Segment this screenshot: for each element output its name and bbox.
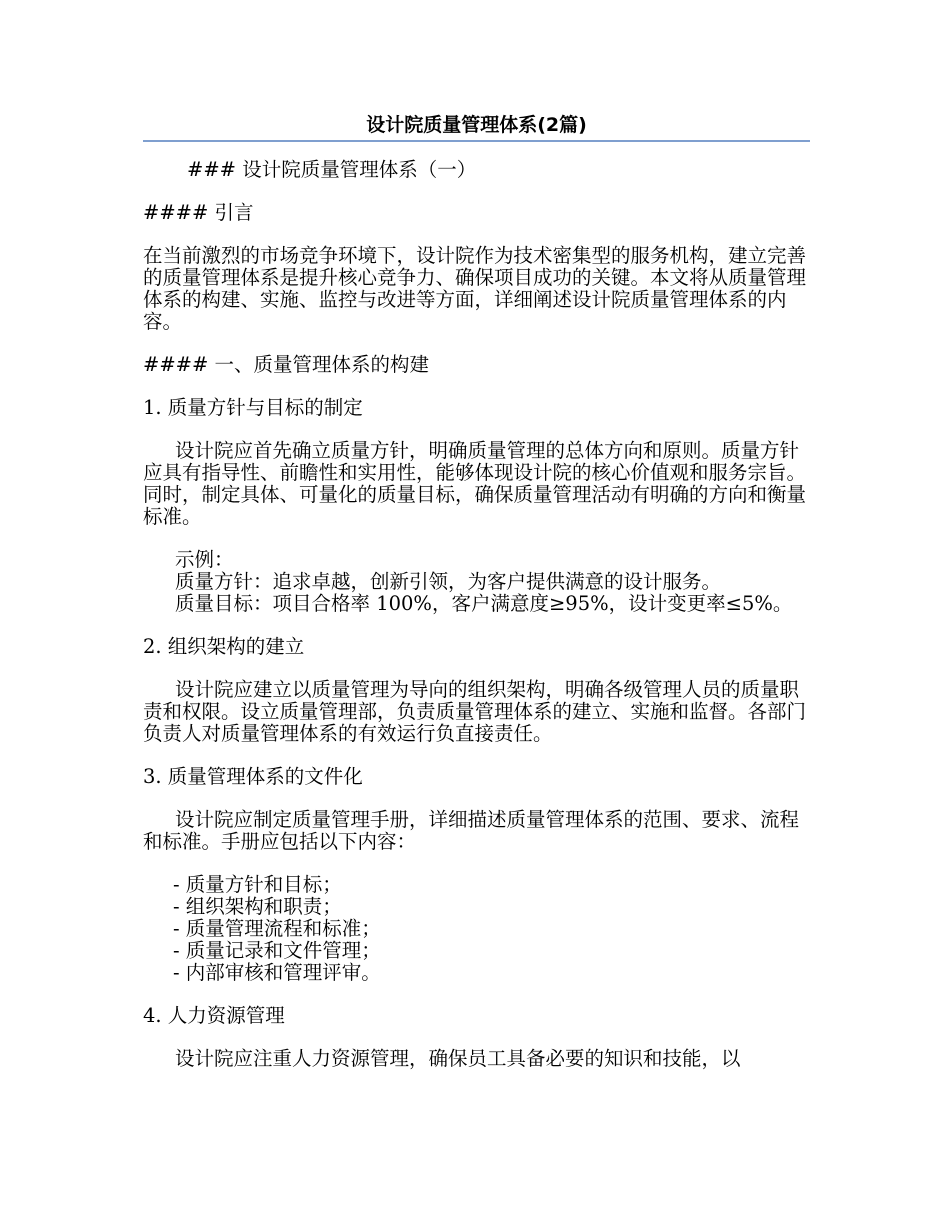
item3-paragraph: 设计院应制定质量管理手册，详细描述质量管理体系的范围、要求、流程和标准。手册应包括以下内容： [143,808,800,853]
list-item: - 质量管理流程和标准； [173,917,381,940]
example-target: 质量目标：项目合格率 100%，客户满意度≥95%，设计变更率≤5%。 [175,592,793,615]
intro-heading: #### 引言 [143,201,254,224]
list-item: - 质量方针和目标； [173,873,342,896]
title-underline [143,140,810,142]
example-policy: 质量方针：追求卓越，创新引领，为客户提供满意的设计服务。 [175,570,722,593]
document-body [143,159,810,1070]
intro-paragraph: 在当前激烈的市场竞争环境下，设计院作为技术密集型的服务机构，建立完善的质量管理体系是提升核心竞争力、确保项目成功的关键。本文将从质量管理体系的构建、实施、监控与改进等方面，详细阐述设计院质量管理体系的内容。 [143,244,807,333]
item4-paragraph: 设计院应注重人力资源管理，确保员工具备必要的知识和技能，以 [175,1047,741,1070]
list-item: - 组织架构和职责； [173,895,342,918]
item1-paragraph: 设计院应首先确立质量方针，明确质量管理的总体方向和原则。质量方针应具有指导性、前瞻性和实用性，能够体现设计院的核心价值观和服务宗旨。同时，制定具体、可量化的质量目标，确保质量管理活动有明确的方向和衡量标准。 [143,439,807,528]
manual-contents-list [143,874,810,984]
section-heading-h3: ### 设计院质量管理体系（一） [187,158,477,181]
example-label: 示例： [175,548,234,571]
example-block [143,549,810,615]
item2-paragraph: 设计院应建立以质量管理为导向的组织架构，明确各级管理人员的质量职责和权限。设立质量管理部，负责质量管理体系的建立、实施和监督。各部门负责人对质量管理体系的有效运行负直接责任。 [143,678,807,745]
item3-title: 3. 质量管理体系的文件化 [143,765,363,788]
item2-title: 2. 组织架构的建立 [143,635,305,658]
section1-heading: #### 一、质量管理体系的构建 [143,353,430,376]
item1-title: 1. 质量方针与目标的制定 [143,396,363,419]
document-title: 设计院质量管理体系(2篇) [366,114,587,136]
list-item: - 内部审核和管理评审。 [173,961,381,984]
list-item: - 质量记录和文件管理； [173,939,381,962]
item4-title: 4. 人力资源管理 [143,1004,285,1027]
